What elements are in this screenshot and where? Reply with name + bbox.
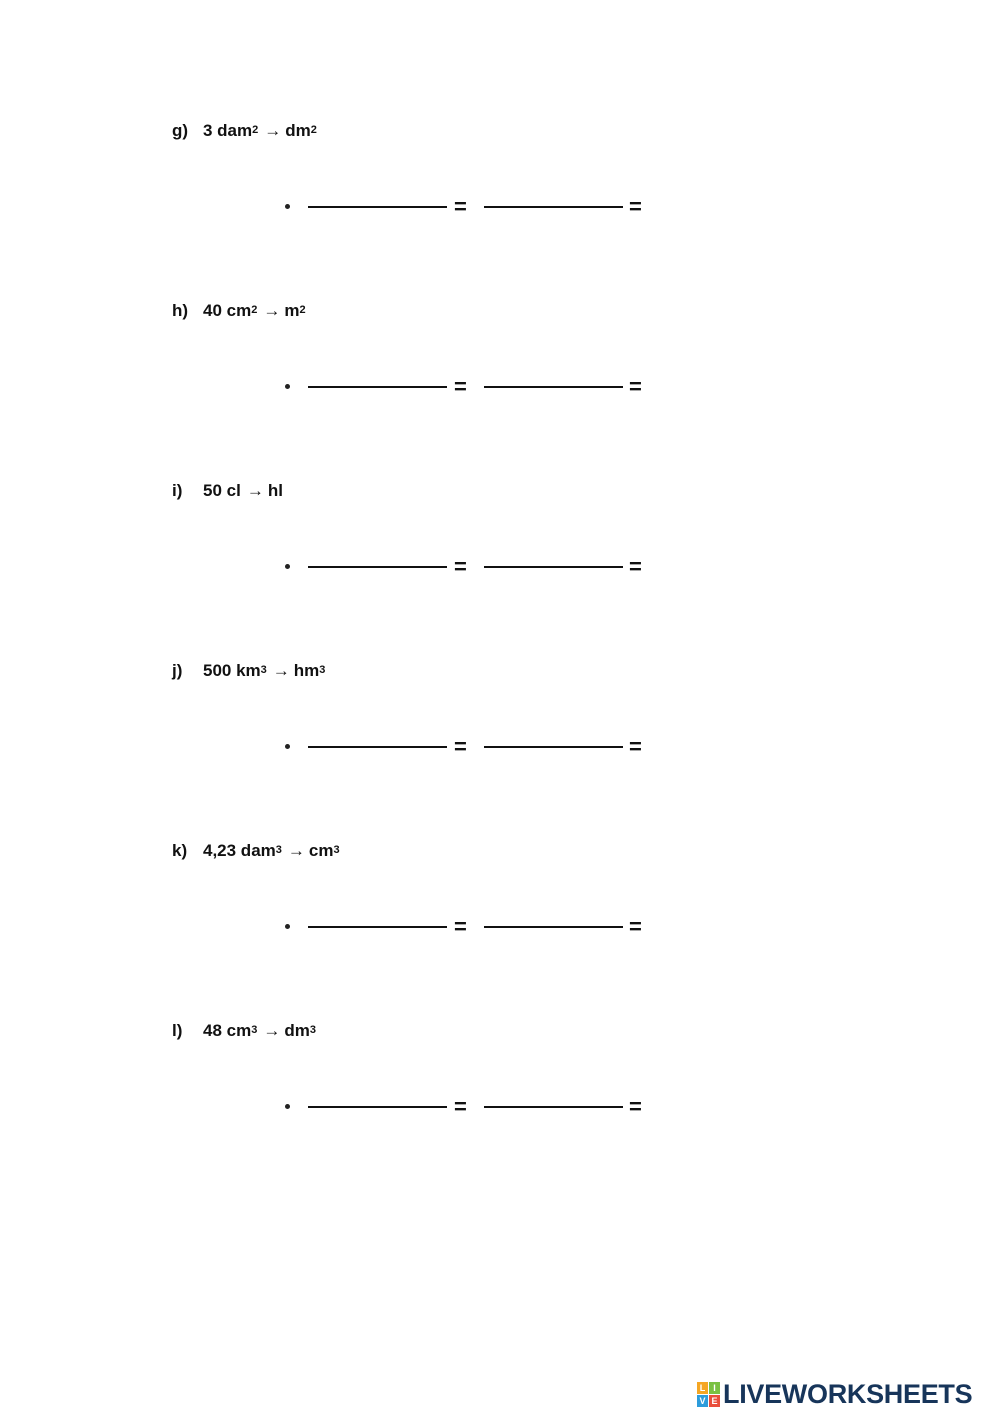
target-unit: hm — [293, 661, 320, 680]
source-quantity: 4,23 dam — [203, 841, 276, 860]
equals-sign: = — [454, 914, 467, 939]
source-exponent: 2 — [252, 124, 259, 136]
exercise-h — [0, 299, 1000, 459]
answer-row — [0, 195, 1000, 219]
answer-blank-2[interactable] — [484, 566, 623, 568]
equals-sign: = — [629, 1094, 642, 1119]
equals-sign: = — [629, 554, 642, 579]
target-unit: m — [284, 301, 300, 320]
answer-blank-1[interactable] — [308, 566, 447, 568]
answer-blank-2[interactable] — [484, 746, 623, 748]
logo-mark-letter: E — [709, 1395, 720, 1407]
target-exponent: 3 — [333, 844, 340, 856]
equals-sign: = — [629, 194, 642, 219]
source-quantity: 3 dam — [203, 121, 253, 140]
exercise-l — [0, 1019, 1000, 1179]
exercise-letter: k) — [172, 841, 188, 860]
target-unit: hl — [267, 481, 283, 500]
source-quantity: 40 cm — [203, 301, 252, 320]
arrow-right-icon: → — [263, 1021, 281, 1040]
answer-blank-2[interactable] — [484, 1106, 623, 1108]
bullet-icon — [285, 204, 290, 209]
exercise-letter: j) — [172, 661, 183, 680]
exercise-g — [0, 119, 1000, 279]
exercise-i — [0, 479, 1000, 639]
logo-mark-letter: I — [709, 1382, 720, 1394]
source-exponent: 3 — [275, 844, 282, 856]
target-unit: cm — [308, 841, 334, 860]
liveworksheets-logo[interactable] — [697, 1378, 972, 1410]
equals-sign: = — [454, 194, 467, 219]
answer-blank-1[interactable] — [308, 746, 447, 748]
bullet-icon — [285, 744, 290, 749]
arrow-right-icon: → — [272, 661, 290, 680]
source-exponent: 3 — [260, 664, 267, 676]
arrow-right-icon: → — [263, 301, 281, 320]
equals-sign: = — [454, 734, 467, 759]
exercise-letter: l) — [172, 1021, 183, 1040]
target-unit: dm — [284, 1021, 310, 1040]
arrow-right-icon: → — [287, 841, 305, 860]
target-exponent: 2 — [310, 124, 317, 136]
equals-sign: = — [454, 1094, 467, 1119]
exercise-letter: g) — [172, 121, 189, 140]
arrow-right-icon: → — [264, 121, 282, 140]
logo-mark-letter: L — [697, 1382, 708, 1394]
answer-blank-1[interactable] — [308, 1106, 447, 1108]
logo-mark-letter: V — [697, 1395, 708, 1407]
answer-row — [0, 735, 1000, 759]
logo-text: LIVEWORKSHEETS — [723, 1378, 973, 1409]
exercise-prompt — [172, 1019, 316, 1043]
answer-row — [0, 1095, 1000, 1119]
source-exponent: 2 — [251, 304, 258, 316]
bullet-icon — [285, 564, 290, 569]
answer-blank-1[interactable] — [308, 386, 447, 388]
source-quantity: 500 km — [203, 661, 261, 680]
target-exponent: 2 — [299, 304, 306, 316]
bullet-icon — [285, 384, 290, 389]
equals-sign: = — [629, 374, 642, 399]
exercise-prompt — [172, 479, 283, 503]
target-unit: dm — [285, 121, 311, 140]
answer-blank-2[interactable] — [484, 386, 623, 388]
exercise-prompt — [172, 659, 325, 683]
source-quantity: 48 cm — [203, 1021, 252, 1040]
equals-sign: = — [454, 374, 467, 399]
equals-sign: = — [454, 554, 467, 579]
answer-row — [0, 375, 1000, 399]
arrow-right-icon: → — [246, 481, 264, 500]
target-exponent: 3 — [309, 1024, 316, 1036]
equals-sign: = — [629, 734, 642, 759]
exercise-prompt — [172, 119, 317, 143]
answer-row — [0, 915, 1000, 939]
answer-blank-2[interactable] — [484, 926, 623, 928]
answer-row — [0, 555, 1000, 579]
source-quantity: 50 cl — [203, 481, 241, 500]
answer-blank-2[interactable] — [484, 206, 623, 208]
exercise-prompt — [172, 839, 340, 863]
exercise-k — [0, 839, 1000, 999]
answer-blank-1[interactable] — [308, 926, 447, 928]
bullet-icon — [285, 924, 290, 929]
exercise-prompt — [172, 299, 306, 323]
exercise-j — [0, 659, 1000, 819]
exercise-letter: i) — [172, 481, 183, 500]
exercise-letter: h) — [172, 301, 189, 320]
equals-sign: = — [629, 914, 642, 939]
logo-mark-icon — [697, 1382, 720, 1407]
target-exponent: 3 — [319, 664, 326, 676]
answer-blank-1[interactable] — [308, 206, 447, 208]
source-exponent: 3 — [251, 1024, 258, 1036]
bullet-icon — [285, 1104, 290, 1109]
